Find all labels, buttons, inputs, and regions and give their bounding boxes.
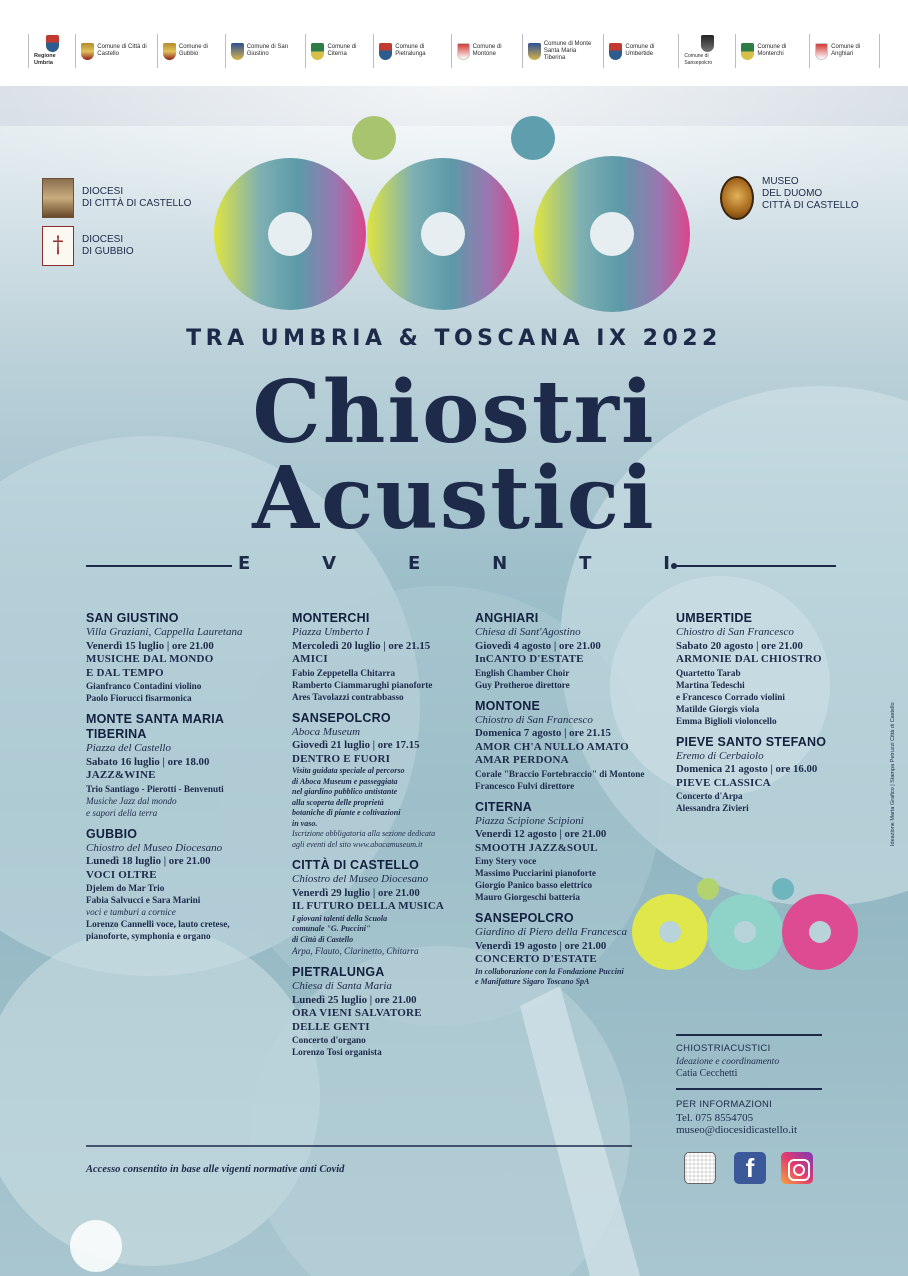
event-program-title: SMOOTH JAZZ&SOUL: [475, 841, 598, 854]
event-note: e Manifatture Sigaro Toscano SpA: [475, 977, 590, 986]
logo-ring-hole: [659, 921, 681, 943]
event-venue: Chiostro del Museo Diocesano: [292, 873, 429, 885]
eventi-letter: T: [579, 553, 592, 574]
event-item: [292, 611, 472, 703]
event-performer: Giorgio Panico basso elettrico: [475, 880, 593, 890]
event-venue: Aboca Museum: [292, 725, 361, 738]
sponsor-logos: [28, 34, 880, 68]
sponsor-logo[interactable]: [604, 34, 679, 68]
title-line-2: Acustici: [252, 448, 656, 549]
poster: [0, 86, 908, 1276]
sponsor-name: Comune di Anghiari: [831, 44, 861, 57]
event-note: comunale "G. Puccini": [292, 924, 371, 933]
event-note: nel giardino pubblico antistante: [292, 787, 398, 796]
event-item: [86, 827, 266, 943]
diocese-castello-line2: DI CITTÀ DI CASTELLO: [82, 198, 192, 209]
organizer-role: Ideazione e coordinamento: [676, 1056, 780, 1067]
event-performer: Emy Stery voce: [475, 856, 537, 866]
side-credit: Ideazione Marta Grafico | Stampa Petruzzi Città di Castello: [890, 702, 896, 846]
crest-icon: [81, 43, 94, 60]
event-venue: Piazza Umberto I: [292, 626, 370, 638]
event-venue: Piazza Scipione Scipioni: [475, 814, 584, 827]
crest-icon: [231, 43, 244, 60]
event-note: botaniche di piante e coltivazioni: [292, 808, 401, 817]
event-program-title: InCANTO D'ESTATE: [475, 653, 584, 665]
event-date: Sabato 20 agosto | ore 21.00: [676, 639, 803, 652]
logo-dot: [697, 878, 719, 900]
info-rule: [676, 1034, 822, 1036]
subtitle: TRA UMBRIA & TOSCANA IX 2022: [186, 326, 722, 351]
event-place: SANSEPOLCRO: [475, 911, 574, 925]
event-performer: Mauro Giorgeschi batteria: [475, 892, 580, 902]
contact-phone[interactable]: Tel. 075 8554705: [676, 1111, 754, 1124]
event-program-title: DELLE GENTI: [292, 1020, 370, 1033]
event-place: MONTONE: [475, 698, 541, 713]
logo-ring-hole: [421, 212, 465, 256]
event-performer: Matilde Giorgis viola: [676, 703, 760, 714]
program-column-2: [292, 611, 472, 1066]
eventi-letter: I: [663, 553, 670, 574]
event-place: CITERNA: [475, 799, 532, 814]
event-place: CITTÀ DI CASTELLO: [292, 858, 420, 872]
event-item: [475, 699, 660, 792]
logo-dot: [352, 116, 396, 160]
sponsor-logo[interactable]: [452, 34, 523, 68]
organizer-name: Catia Cecchetti: [676, 1068, 738, 1079]
event-place: MONTERCHI: [292, 611, 370, 625]
diocese-gubbio-line1: DIOCESI: [82, 234, 124, 245]
instagram-icon[interactable]: [781, 1152, 813, 1184]
sponsor-name: Comune di Monterchi: [757, 44, 787, 57]
event-performer-note: voci e tamburi a cornice: [86, 907, 176, 917]
crest-icon: [379, 43, 392, 60]
event-item: [475, 800, 660, 904]
event-program-title: E DAL TEMPO: [86, 666, 164, 679]
event-item: [475, 911, 660, 988]
sponsor-name: Regione Umbria: [34, 53, 56, 66]
event-venue: Chiostro di San Francesco: [676, 626, 794, 638]
sponsor-name: Comune di San Giustino: [246, 44, 289, 57]
logo-dot: [511, 116, 555, 160]
event-performer: Concerto d'organo: [292, 1035, 366, 1045]
event-date: Giovedì 21 luglio | ore 17.15: [292, 739, 420, 751]
event-note: di Città di Castello: [292, 934, 354, 944]
event-program-title: JAZZ&WINE: [86, 769, 156, 781]
event-place: SAN GIUSTINO: [86, 611, 179, 625]
event-place: MONTE SANTA MARIA TIBERINA: [86, 712, 224, 741]
event-date: Domenica 21 agosto | ore 16.00: [676, 763, 818, 775]
sponsor-logo[interactable]: [374, 34, 451, 68]
event-performer: e Francesco Corrado violini: [676, 691, 785, 702]
crest-icon: [528, 43, 541, 60]
event-place: SANSEPOLCRO: [292, 710, 391, 725]
eventi-letter: V: [322, 553, 337, 574]
sponsor-name: Comune di Città di Castello: [97, 44, 147, 57]
title-line-1: Chiostri: [252, 362, 656, 463]
crest-icon: [815, 43, 828, 60]
event-item: [676, 735, 846, 815]
event-program-title: AMICI: [292, 653, 328, 665]
event-item: [86, 712, 266, 819]
event-performer: Corale "Braccio Fortebraccio" di Montone: [475, 768, 645, 779]
diocese-gubbio: [42, 226, 134, 266]
region-crest-icon: [46, 35, 59, 52]
event-performer: Lorenzo Cannelli voce, lauto cretese,: [86, 919, 230, 929]
event-item: [292, 858, 472, 957]
sponsor-logo[interactable]: [306, 34, 374, 68]
event-performer: Fabio Zeppetella Chitarra: [292, 667, 396, 678]
event-performer: Alessandra Zivieri: [676, 803, 749, 813]
event-performer: Ares Tavolazzi contrabbasso: [292, 691, 404, 702]
event-venue: Chiesa di Sant'Agostino: [475, 626, 581, 638]
logo-ring-hole: [268, 212, 312, 256]
event-performer: Emma Biglioli violoncello: [676, 715, 777, 726]
event-note: In collaborazione con la Fondazione Puccini: [475, 966, 624, 976]
logo-dot: [772, 878, 794, 900]
museo-line1: MUSEO: [762, 176, 799, 187]
event-item: [292, 711, 472, 851]
event-performer-note: e sapori della terra: [86, 807, 158, 818]
event-note: I giovani talenti della Scuola: [292, 913, 388, 923]
eventi-rule-dot: [671, 563, 677, 569]
event-item: [676, 611, 846, 727]
event-note: alla scoperta delle proprietà: [292, 797, 384, 807]
sponsor-name: Comune di Gubbio: [178, 44, 208, 57]
sponsor-logo[interactable]: [736, 34, 810, 68]
event-performer: Lorenzo Tosi organista: [292, 1047, 382, 1057]
event-performer: Djelem do Mar Trio: [86, 883, 165, 893]
event-performer: pianoforte, symphonia e organo: [86, 931, 211, 941]
crest-icon: [163, 43, 176, 60]
event-date: Lunedì 25 luglio | ore 21.00: [292, 993, 417, 1006]
event-note-small: agli eventi del sito www.abocamuseum.it: [292, 839, 423, 849]
event-performer: Quartetto Tarab: [676, 667, 741, 678]
sponsor-logo[interactable]: [28, 34, 76, 68]
crest-icon: [701, 35, 714, 52]
eventi-letter: E: [238, 553, 251, 574]
museo-line3: CITTÀ DI CASTELLO: [762, 200, 859, 211]
event-program-title: MUSICHE DAL MONDO: [86, 653, 214, 665]
event-date: Domenica 7 agosto | ore 21.15: [475, 727, 611, 739]
event-venue: Eremo di Cerbaiolo: [676, 749, 764, 762]
sponsor-name: Comune di Sansepolcro: [684, 53, 713, 66]
event-place: ANGHIARI: [475, 611, 539, 625]
museo-duomo: [720, 176, 859, 220]
eventi-letter: N: [492, 553, 508, 574]
crest-icon: [311, 43, 324, 60]
sponsor-name: Comune di Pietralunga: [395, 44, 426, 57]
event-program-title: PIEVE CLASSICA: [676, 776, 771, 789]
event-performer: Concerto d'Arpa: [676, 791, 743, 801]
diocese-castello: [42, 178, 191, 218]
event-note: di Aboca Museum e passeggiata: [292, 776, 398, 786]
event-place: PIEVE SANTO STEFANO: [676, 734, 827, 749]
info-rule: [676, 1088, 822, 1090]
logo-ring-hole: [590, 212, 634, 256]
sponsor-name: Comune di Citerna: [327, 44, 357, 57]
event-performer: Gianfranco Contadini violino: [86, 681, 202, 691]
sponsor-name: Comune di Montone: [472, 44, 502, 57]
event-performer-note: Arpa, Flauto, Clarinetto, Chitarra: [292, 946, 419, 956]
contact-title: PER INFORMAZIONI: [676, 1099, 773, 1110]
sponsor-logo[interactable]: [158, 34, 226, 68]
event-program-title: DENTRO E FUORI: [292, 752, 391, 765]
cathedral-emblem-icon: [42, 178, 74, 218]
covid-notice: Accesso consentito in base alle vigenti normative anti Covid: [86, 1164, 345, 1175]
event-venue: Chiesa di Santa Maria: [292, 980, 392, 992]
event-date: Venerdì 29 luglio | ore 21.00: [292, 886, 420, 899]
organizer-title: CHIOSTRIACUSTICI: [676, 1043, 771, 1054]
event-venue: Piazza del Castello: [86, 742, 171, 754]
cross-emblem-icon: [42, 226, 74, 266]
event-venue: Chiostro di San Francesco: [475, 713, 593, 726]
event-performer: Trio Santiago - Pierotti - Benvenuti: [86, 783, 224, 794]
sponsor-logo[interactable]: [226, 34, 307, 68]
sponsor-name: Comune di Umbertide: [625, 44, 655, 57]
event-venue: Chiostro del Museo Diocesano: [86, 841, 223, 854]
museum-seal-icon: [720, 176, 754, 220]
diocese-gubbio-line2: DI GUBBIO: [82, 246, 134, 257]
event-date: Giovedì 4 agosto | ore 21.00: [475, 639, 601, 652]
event-date: Venerdì 19 agosto | ore 21.00: [475, 939, 607, 952]
contact-block: [676, 1099, 824, 1137]
eventi-letter: E: [407, 553, 421, 574]
program-column-1: [86, 611, 266, 950]
sponsor-logo[interactable]: [76, 34, 158, 68]
museo-line2: DEL DUOMO: [762, 188, 823, 199]
event-note: in vaso.: [292, 818, 318, 828]
event-performer: Francesco Fulvi direttore: [475, 780, 575, 791]
event-program-title: AMOR CH'A NULLO AMATO: [475, 740, 629, 753]
event-place: PIETRALUNGA: [292, 965, 385, 979]
event-performer: Guy Protheroe direttore: [475, 679, 570, 690]
event-program-title: VOCI OLTRE: [86, 868, 157, 881]
bg-dot: [70, 1220, 122, 1272]
event-performer: Fabia Salvucci e Sara Marini: [86, 895, 201, 905]
event-date: Venerdì 15 luglio | ore 21.00: [86, 639, 214, 652]
sponsor-strip: [0, 0, 908, 86]
sponsor-logo[interactable]: [523, 34, 605, 68]
event-program-title: ARMONIE DAL CHIOSTRO: [676, 653, 822, 665]
crest-icon: [741, 43, 754, 60]
event-performer: Ramberto Ciammarughi pianoforte: [292, 679, 433, 690]
sponsor-logo[interactable]: [679, 34, 736, 68]
event-date: Mercoledì 20 luglio | ore 21.15: [292, 639, 431, 652]
event-performer: English Chamber Choir: [475, 667, 570, 678]
crest-icon: [609, 43, 622, 60]
event-date: Venerdì 12 agosto | ore 21.00: [475, 828, 607, 840]
event-venue: Giardino di Piero della Francesca: [475, 926, 627, 938]
event-item: [475, 611, 660, 691]
event-place: UMBERTIDE: [676, 611, 753, 625]
diocese-castello-line1: DIOCESI: [82, 186, 124, 197]
contact-email[interactable]: museo@diocesidicastello.it: [676, 1124, 798, 1136]
logo-ring-hole: [809, 921, 831, 943]
event-item: [292, 965, 472, 1058]
event-date: Sabato 16 luglio | ore 18.00: [86, 755, 210, 768]
event-performer: Massimo Pucciarini pianoforte: [475, 868, 596, 878]
organizer-block: [676, 1043, 824, 1081]
eventi-label: [238, 553, 670, 574]
event-program-title: AMAR PERDONA: [475, 754, 569, 766]
sponsor-logo[interactable]: [810, 34, 880, 68]
event-item: [86, 611, 266, 704]
program-column-3: [475, 611, 660, 996]
event-note: Visita guidata speciale al percorso: [292, 766, 405, 775]
sponsor-name: Comune di Monte Santa Maria Tiberina: [543, 40, 592, 61]
event-place: GUBBIO: [86, 826, 138, 841]
event-performer-note: Musiche Jazz dal mondo: [86, 795, 177, 806]
event-note-small: Iscrizione obbligatoria alla sezione dedicata: [292, 829, 436, 838]
event-program-title: ORA VIENI SALVATORE: [292, 1007, 422, 1019]
program-column-4: [676, 611, 846, 822]
event-performer: Martina Tedeschi: [676, 679, 745, 690]
event-program-title: IL FUTURO DELLA MUSICA: [292, 900, 445, 912]
event-date: Lunedì 18 luglio | ore 21.00: [86, 855, 211, 867]
event-performer: Paolo Fiorucci fisarmonica: [86, 693, 192, 703]
logo-ring-hole: [734, 921, 756, 943]
event-program-title: CONCERTO D'ESTATE: [475, 953, 597, 965]
facebook-icon[interactable]: f: [734, 1152, 766, 1184]
qr-code-icon[interactable]: [684, 1152, 716, 1184]
event-venue: Villa Graziani, Cappella Lauretana: [86, 626, 243, 638]
crest-icon: [457, 43, 470, 60]
